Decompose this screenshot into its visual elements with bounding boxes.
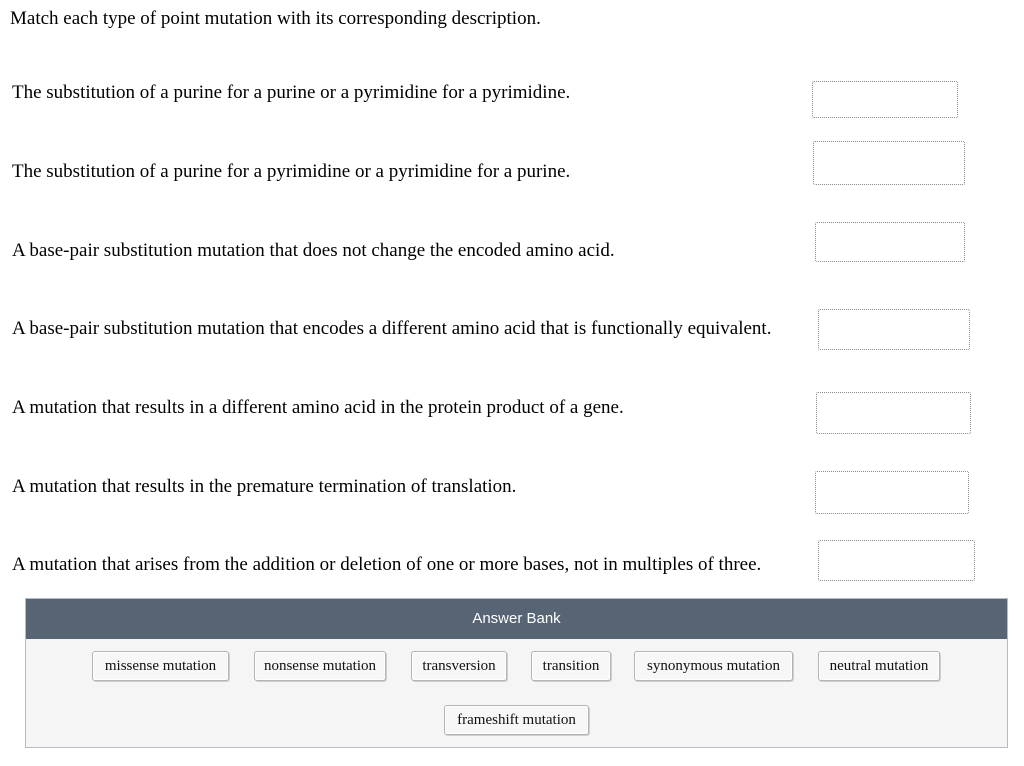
chip-transversion[interactable]: transversion: [411, 651, 507, 681]
drop-target-1[interactable]: [812, 81, 958, 118]
answer-bank-title: Answer Bank: [26, 599, 1007, 639]
drop-target-5[interactable]: [816, 392, 971, 434]
chip-frameshift-mutation[interactable]: frameshift mutation: [444, 705, 589, 735]
instruction-text: Match each type of point mutation with its corresponding description.: [10, 8, 541, 29]
description-3: A base-pair substitution mutation that does not change the encoded amino acid.: [12, 240, 615, 261]
chip-missense-mutation[interactable]: missense mutation: [92, 651, 229, 681]
drop-target-6[interactable]: [815, 471, 969, 514]
chip-nonsense-mutation[interactable]: nonsense mutation: [254, 651, 386, 681]
answer-bank: [25, 598, 1008, 748]
drop-target-7[interactable]: [818, 540, 975, 581]
description-7: A mutation that arises from the addition or deletion of one or more bases, not in multiples of three.: [12, 554, 762, 575]
description-5: A mutation that results in a different amino acid in the protein product of a gene.: [12, 397, 624, 418]
drop-target-2[interactable]: [813, 141, 965, 185]
chip-neutral-mutation[interactable]: neutral mutation: [818, 651, 940, 681]
chip-transition[interactable]: transition: [531, 651, 611, 681]
description-1: The substitution of a purine for a purine or a pyrimidine for a pyrimidine.: [12, 82, 571, 103]
drop-target-4[interactable]: [818, 309, 970, 350]
description-4: A base-pair substitution mutation that encodes a different amino acid that is functionally equivalent.: [12, 318, 772, 339]
chip-synonymous-mutation[interactable]: synonymous mutation: [634, 651, 793, 681]
description-6: A mutation that results in the premature termination of translation.: [12, 476, 517, 497]
description-2: The substitution of a purine for a pyrimidine or a pyrimidine for a purine.: [12, 161, 571, 182]
drop-target-3[interactable]: [815, 222, 965, 262]
